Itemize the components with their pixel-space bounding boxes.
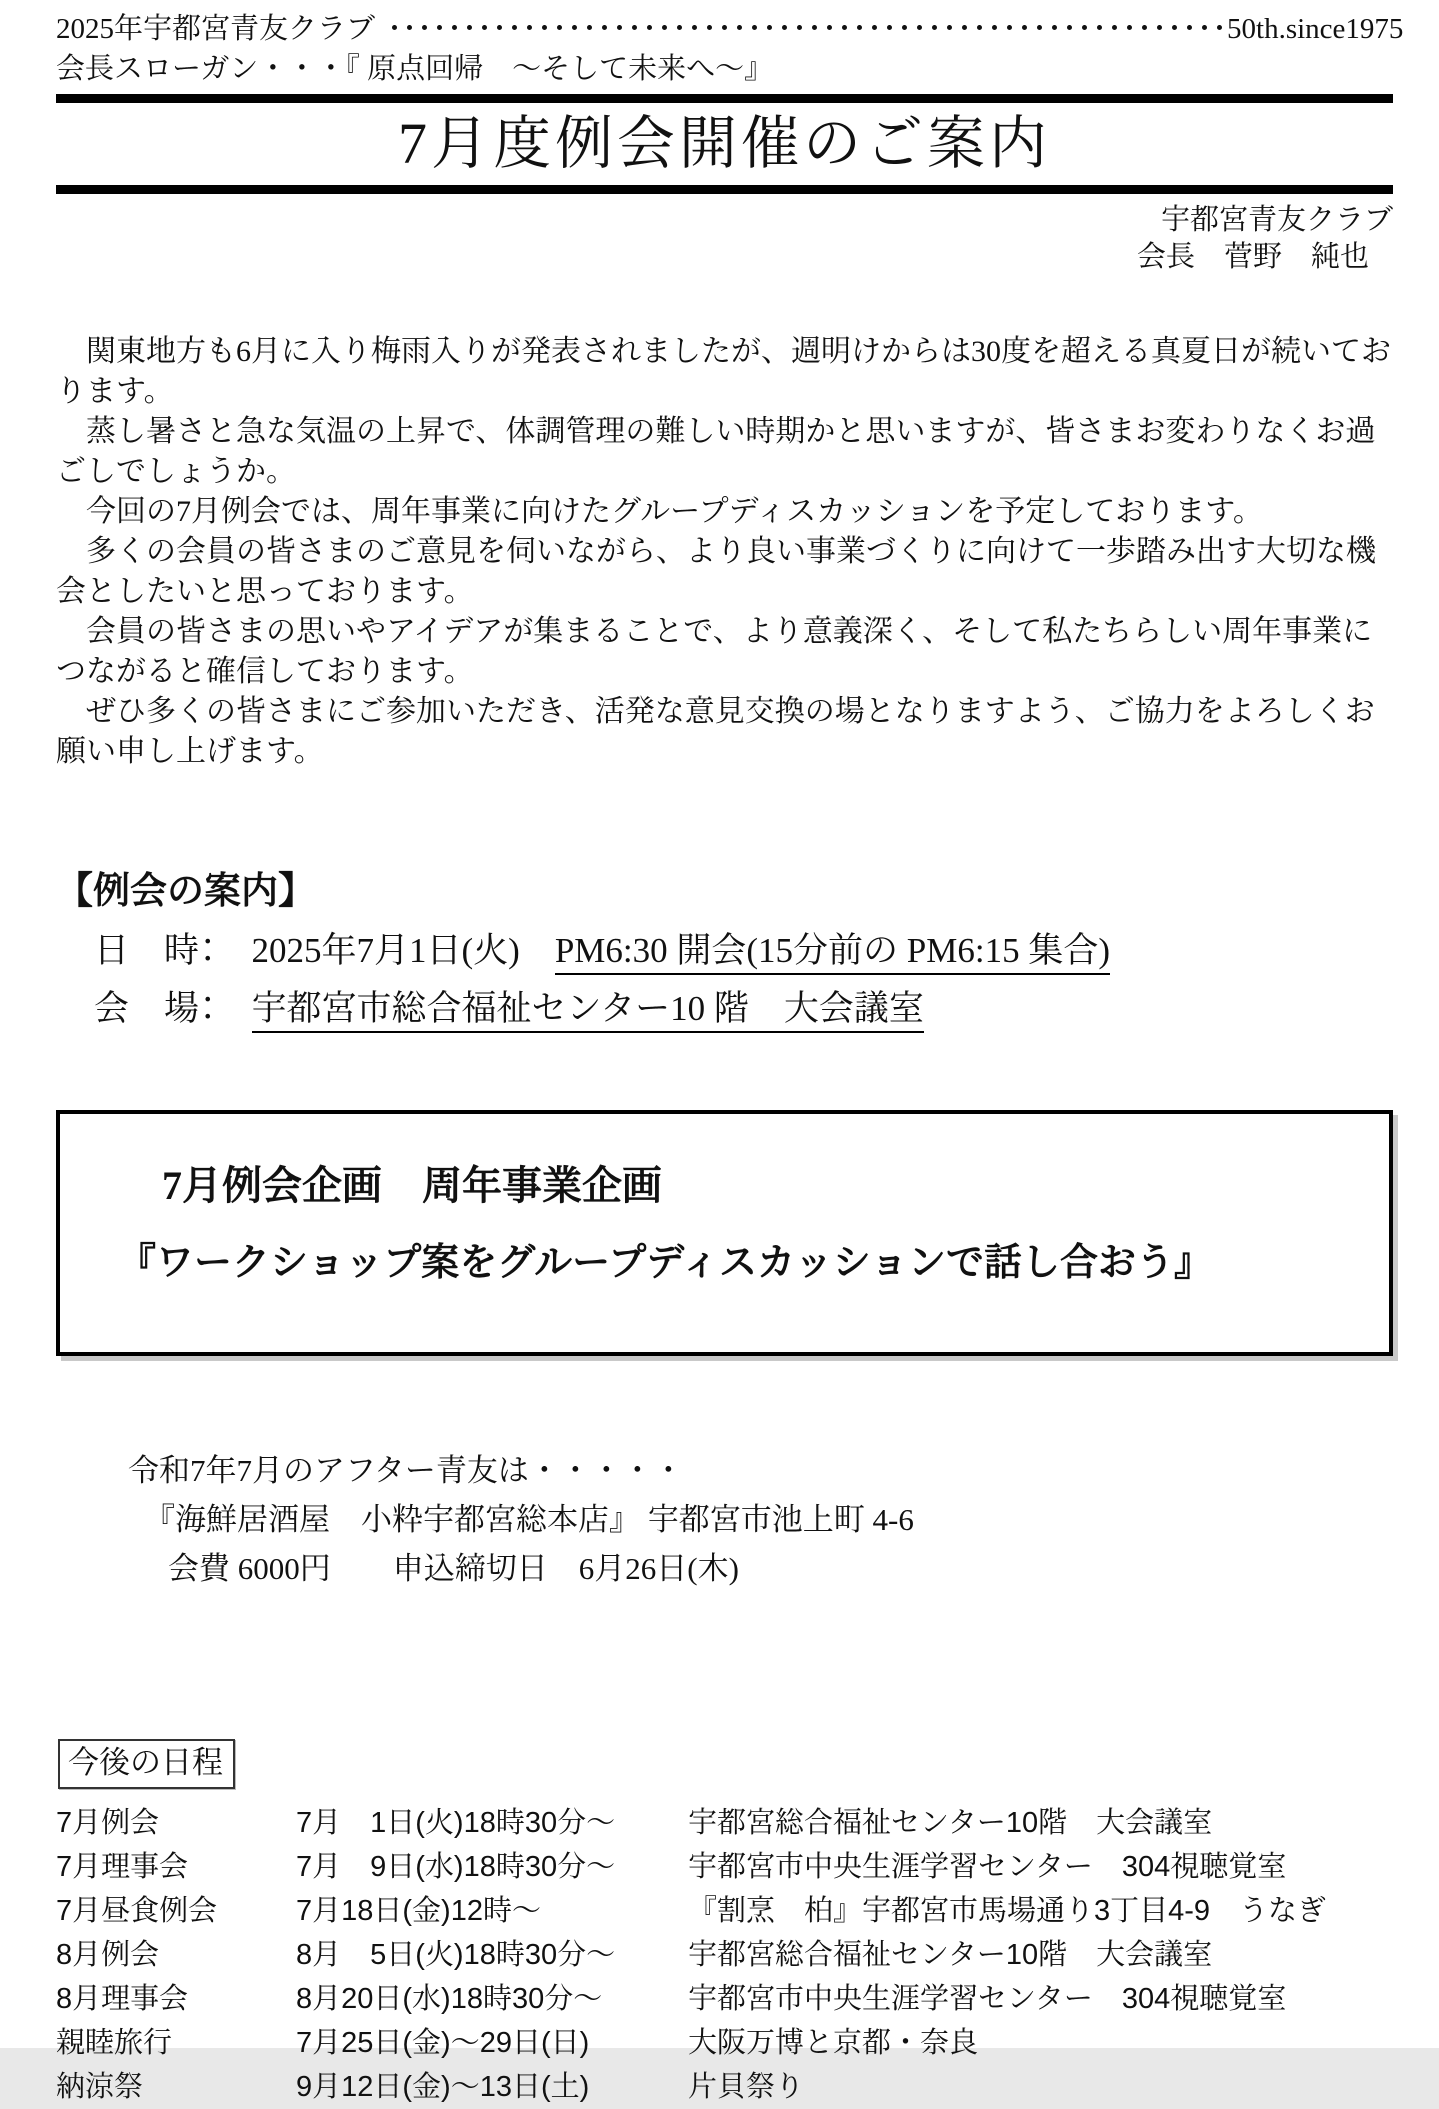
meeting-venue-line <box>94 986 1393 1032</box>
schedule-event-name: 7月例会 <box>56 1807 160 1839</box>
after-party-venue: 『海鮮居酒屋 小粋宇都宮総本店』 宇都宮市池上町 4-6 <box>144 1502 914 1537</box>
schedule-event-name: 7月理事会 <box>56 1851 189 1883</box>
greeting-paragraph: ぜひ多くの皆さまにご参加いただき、活発な意見交換の場となりますよう、ご協力をよろしくお願い申し上げます。 <box>56 695 1375 768</box>
greeting-paragraph: 会員の皆さまの思いやアイデアが集まることで、より意義深く、そして私たちらしい周年事業につながると確信しております。 <box>56 615 1373 688</box>
header-year-org: 2025年宇都宮青友クラブ <box>56 13 376 45</box>
dotted-leader: ・・・・・・・・・・・・・・・・・・・・・・・・・・・・・・・・・・・・・・・・・・・・・・・・・・・・・・・・ <box>381 14 1222 44</box>
schedule-section <box>56 1739 1393 2109</box>
schedule-row <box>56 1801 1393 1845</box>
schedule-event-datetime: 7月 9日(水)18時30分～ <box>296 1851 616 1883</box>
meeting-info-section <box>56 868 1393 1032</box>
plan-box-topic: 『ワークショップ案をグループディスカッションで話し合おう』 <box>118 1242 1213 1284</box>
datetime-label: 日 時： <box>94 931 217 970</box>
schedule-row <box>56 1845 1393 1889</box>
title-rule-top <box>56 94 1393 103</box>
schedule-event-datetime: 7月25日(金)～29日(日) <box>296 2027 590 2059</box>
greeting-paragraph: 関東地方も6月に入り梅雨入りが発表されましたが、週明けからは30度を超える真夏日が続いております。 <box>56 335 1391 408</box>
schedule-event-datetime: 7月18日(金)12時～ <box>296 1895 541 1927</box>
header-line <box>56 10 1404 48</box>
datetime-value: 2025年7月1日(火) <box>216 931 555 970</box>
schedule-row <box>56 1977 1393 2021</box>
venue-label: 会 場： <box>94 989 217 1028</box>
schedule-event-datetime: 8月20日(水)18時30分～ <box>296 1983 603 2015</box>
schedule-heading: 今後の日程 <box>58 1739 235 1789</box>
meeting-datetime-line <box>94 928 1393 974</box>
header-anniversary: 50th.since1975 <box>1227 13 1404 45</box>
title-rule-bottom <box>56 185 1393 194</box>
schedule-event-name: 8月理事会 <box>56 1983 189 2015</box>
plan-box-heading: 7月例会企画 周年事業企画 <box>162 1163 662 1208</box>
greeting-paragraph: 多くの会員の皆さまのご意見を伺いながら、より良い事業づくりに向けて一歩踏み出す大切な機会としたいと思っております。 <box>56 535 1376 608</box>
signature-org: 宇都宮青友クラブ <box>1160 204 1393 236</box>
venue-gap <box>217 989 252 1028</box>
schedule-rows <box>56 1801 1393 2109</box>
venue-underlined: 宇都宮市総合福祉センター10 階 大会議室 <box>252 989 924 1033</box>
schedule-row <box>56 2021 1393 2065</box>
greeting-paragraph: 今回の7月例会では、周年事業に向けたグループディスカッションを予定しております。 <box>86 495 1263 528</box>
page-title: 7月度例会開催のご案内 <box>397 111 1051 176</box>
schedule-event-name: 納涼祭 <box>56 2071 144 2103</box>
after-party-fee-deadline: 会費 6000円 申込締切日 6月26日(木) <box>168 1551 739 1586</box>
schedule-event-location: 宇都宮市中央生涯学習センター 304視聴覚室 <box>688 1851 1287 1883</box>
schedule-row <box>56 1933 1393 1977</box>
schedule-event-datetime: 8月 5日(火)18時30分～ <box>296 1939 616 1971</box>
meeting-info-heading: 【例会の案内】 <box>56 871 315 912</box>
greeting-paragraphs <box>56 332 1393 772</box>
schedule-event-location: 大阪万博と京都・奈良 <box>688 2027 979 2059</box>
schedule-row <box>56 2065 1393 2109</box>
schedule-event-datetime: 7月 1日(火)18時30分～ <box>296 1807 616 1839</box>
after-party-intro: 令和7年7月のアフター青友は・・・・・ <box>128 1453 684 1488</box>
datetime-underlined: PM6:30 開会(15分前の PM6:15 集合) <box>555 931 1110 975</box>
schedule-event-name: 8月例会 <box>56 1939 160 1971</box>
signature-block <box>56 202 1393 276</box>
after-party-section <box>56 1446 1393 1593</box>
schedule-event-name: 親睦旅行 <box>56 2027 173 2059</box>
plan-box <box>56 1110 1393 1356</box>
schedule-row <box>56 1889 1393 1933</box>
schedule-event-location: 片貝祭り <box>688 2071 805 2103</box>
schedule-event-name: 7月昼食例会 <box>56 1895 218 1927</box>
schedule-event-datetime: 9月12日(金)～13日(土) <box>296 2071 590 2103</box>
schedule-event-location: 宇都宮市中央生涯学習センター 304視聴覚室 <box>688 1983 1287 2015</box>
greeting-paragraph: 蒸し暑さと急な気温の上昇で、体調管理の難しい時期かと思いますが、皆さまお変わりなくお過ごしでしょうか。 <box>56 415 1376 488</box>
president-slogan: 会長スローガン・・・『 原点回帰 ～そして未来へ～』 <box>56 53 774 85</box>
signature-president: 会長 菅野 純也 <box>1136 241 1369 273</box>
schedule-event-location: 宇都宮総合福祉センター10階 大会議室 <box>688 1807 1213 1839</box>
schedule-event-location: 宇都宮総合福祉センター10階 大会議室 <box>688 1939 1213 1971</box>
schedule-event-location: 『割烹 柏』宇都宮市馬場通り3丁目4-9 うなぎ <box>688 1895 1327 1927</box>
